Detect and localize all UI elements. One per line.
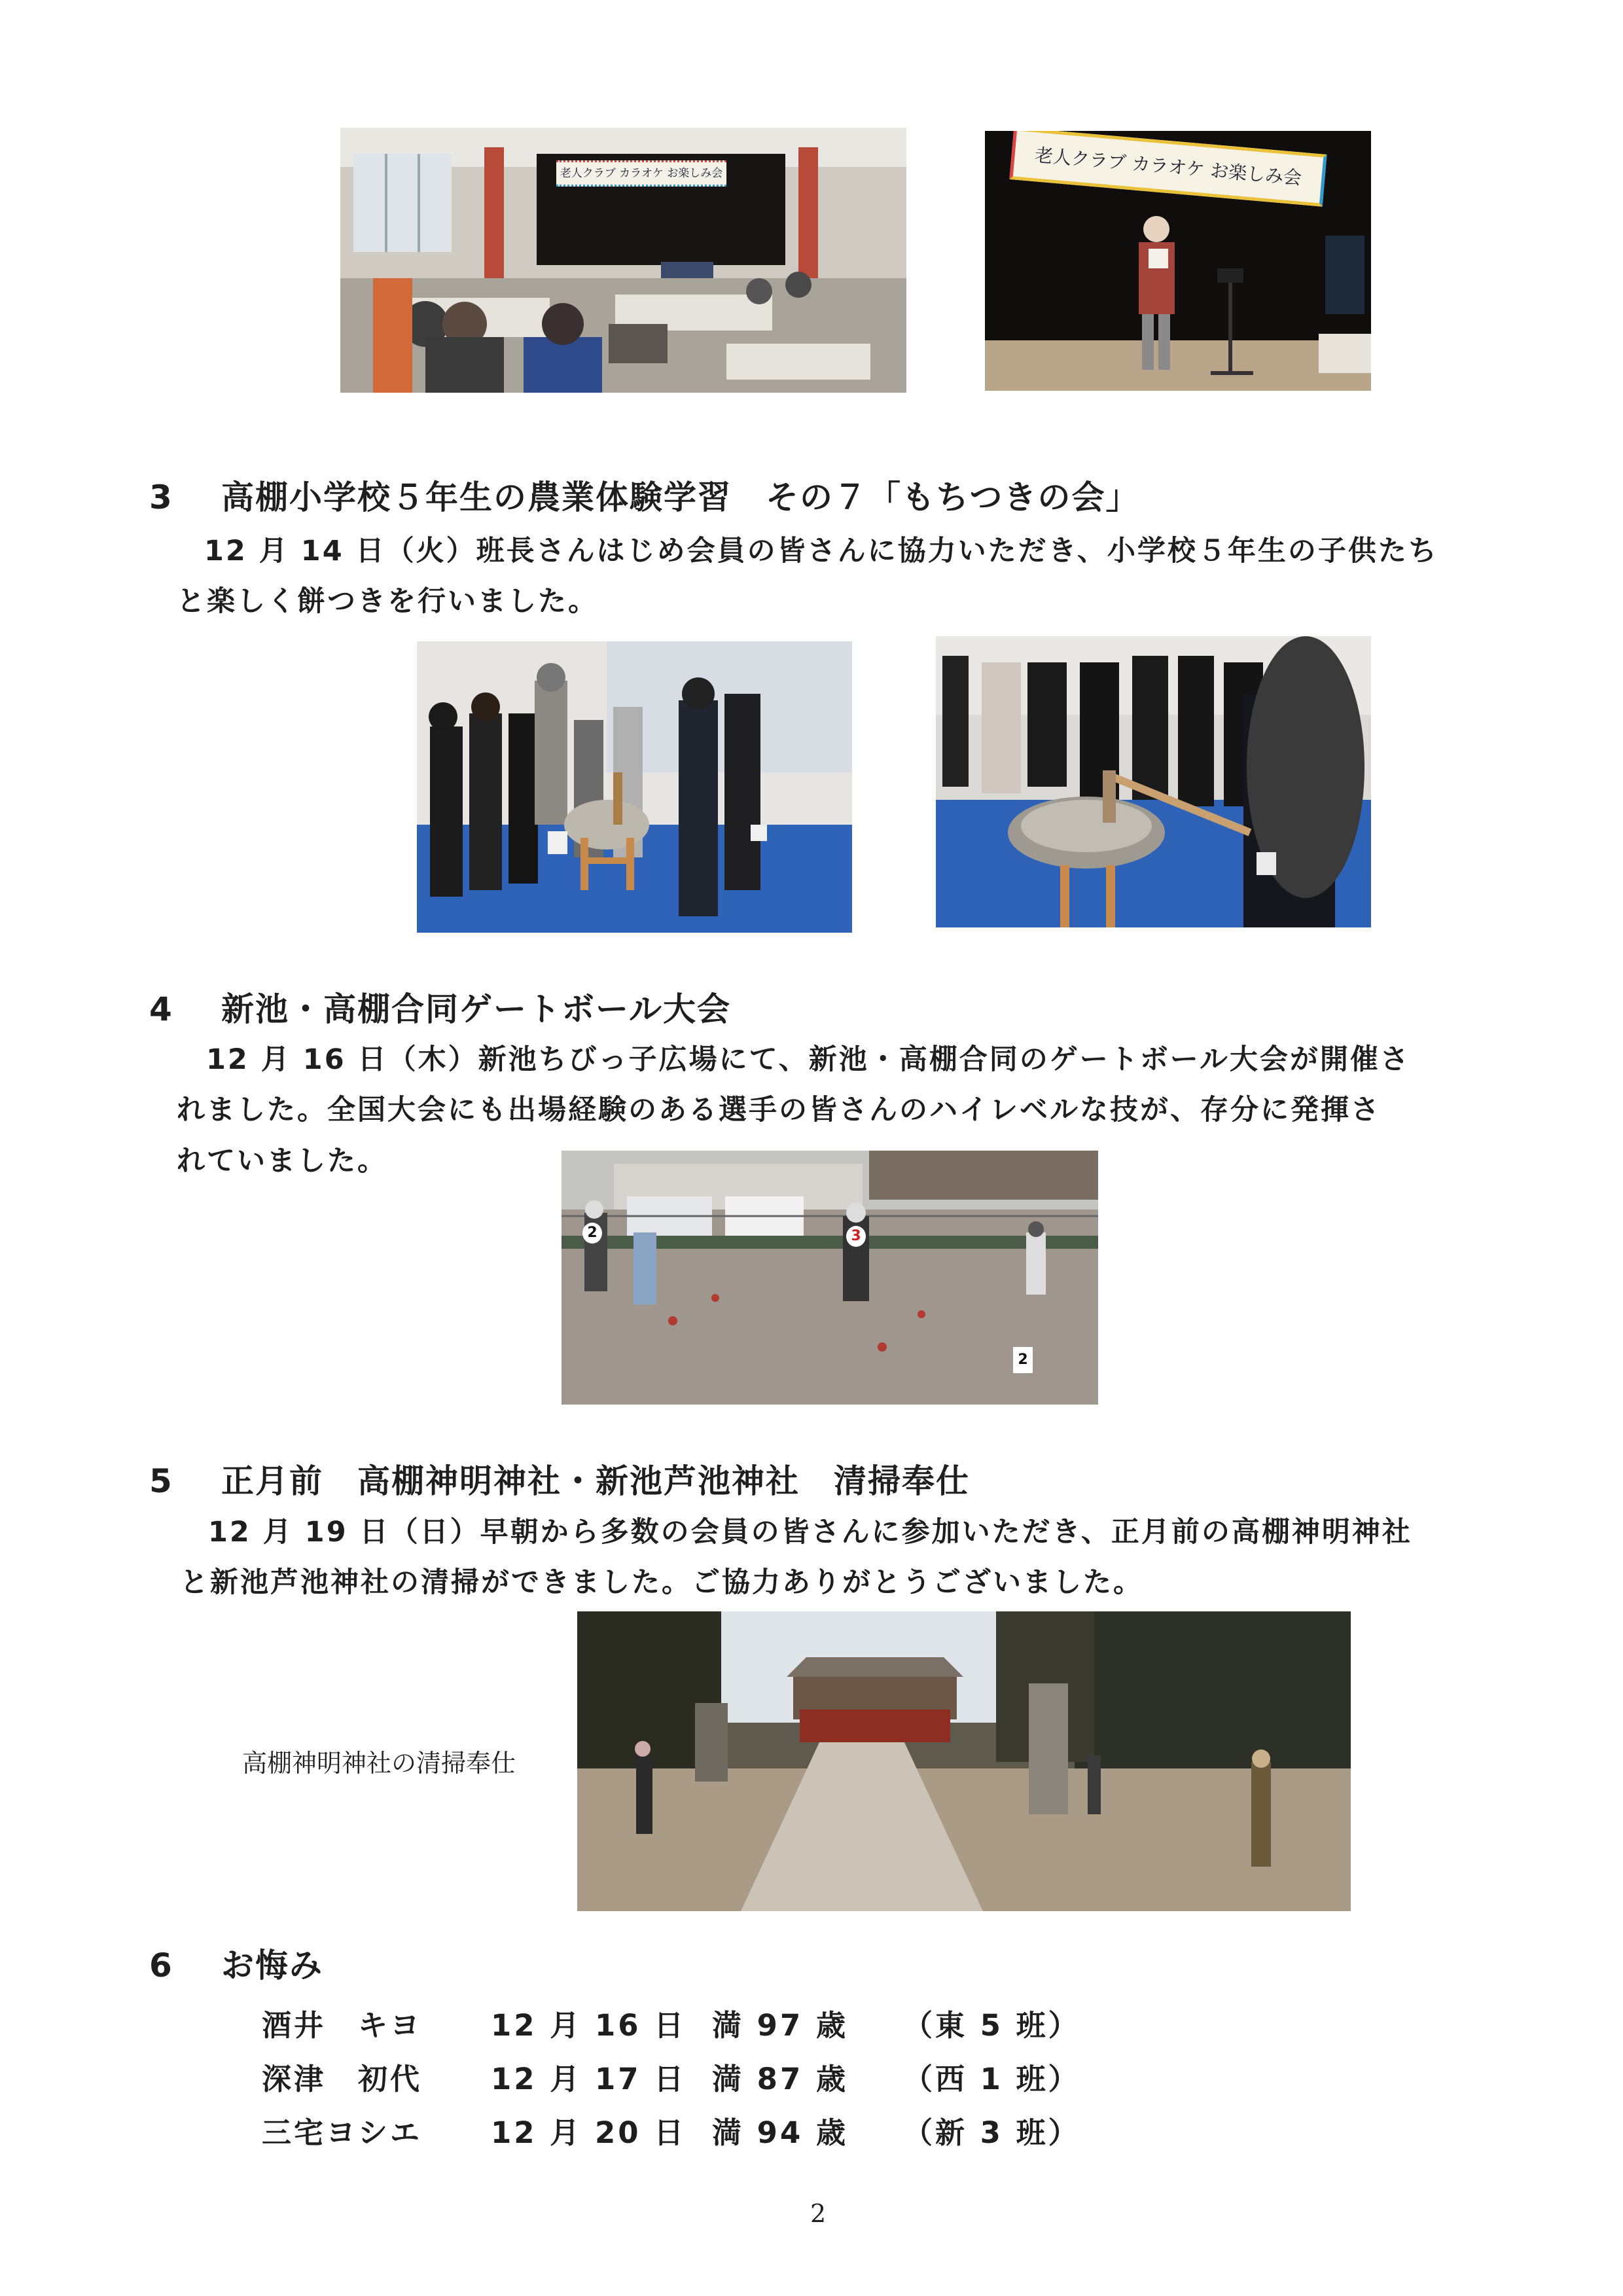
- section-6-heading: [149, 1939, 323, 1986]
- photo-mochitsuki-2: [936, 636, 1371, 927]
- obituary-date: 12 月 16 日: [491, 2008, 687, 2043]
- gateball-bib-2: 2: [582, 1223, 602, 1244]
- obituary-group: （新 3 班）: [903, 2115, 1080, 2150]
- section-4-body-line-2: れました。全国大会にも出場経験のある選手の皆さんのハイレベルな技が、存分に発揮さ: [177, 1094, 1381, 1126]
- photo-shrine-cleaning: [577, 1611, 1351, 1911]
- section-4-body-line-1: 12 月 16 日（木）新池ちびっ子広場にて、新池・高棚合同のゲートボール大会が開催さ: [206, 1043, 1410, 1076]
- page-number: 2: [810, 2199, 827, 2228]
- obituary-group: （東 5 班）: [903, 2008, 1080, 2043]
- photo-karaoke-stage: [985, 131, 1371, 391]
- karaoke-banner-right: 老人クラブ カラオケ お楽しみ会: [1009, 131, 1327, 207]
- gateball-number-marker: 2: [1013, 1347, 1033, 1373]
- photo-gateball: [562, 1151, 1098, 1405]
- section-4-body-line-3: れていました。: [177, 1145, 387, 1177]
- gateball-bib-3: 3: [846, 1226, 866, 1247]
- section-4-heading: [149, 983, 731, 1030]
- section-3-number: 3: [149, 478, 173, 516]
- section-3-body-line-2: と楽しく餅つきを行いました。: [177, 585, 598, 618]
- obituary-row: [0, 2109, 1623, 2148]
- photo-mochitsuki-1: [417, 641, 852, 933]
- obituary-age: 満 87 歳: [712, 2062, 848, 2096]
- section-5-title: 正月前 高棚神明神社・新池芦池神社 清掃奉仕: [221, 1462, 970, 1500]
- photo-karaoke-hall: [340, 128, 906, 393]
- obituary-row: [0, 2001, 1623, 2041]
- obituary-name: 深津 初代: [262, 2062, 423, 2096]
- obituary-row: [0, 2055, 1623, 2094]
- section-6-title: お悔み: [221, 1946, 323, 1984]
- shrine-photo-caption: 高棚神明神社の清掃奉仕: [242, 1749, 516, 1778]
- obituary-age: 満 97 歳: [712, 2008, 848, 2043]
- section-5-body-line-2: と新池芦池神社の清掃ができました。ご協力ありがとうございました。: [180, 1566, 1143, 1599]
- section-5-number: 5: [149, 1462, 173, 1500]
- section-4-number: 4: [149, 990, 173, 1028]
- obituary-date: 12 月 17 日: [491, 2062, 687, 2096]
- obituary-name: 酒井 キヨ: [262, 2008, 423, 2043]
- section-3-body-line-1: 12 月 14 日（火）班長さんはじめ会員の皆さんに協力いただき、小学校５年生の子供たち: [204, 535, 1438, 567]
- obituary-age: 満 94 歳: [712, 2115, 848, 2150]
- obituary-date: 12 月 20 日: [491, 2115, 687, 2150]
- section-3-title: 高棚小学校５年生の農業体験学習 その７「もちつきの会」: [221, 478, 1140, 516]
- section-5-heading: [149, 1455, 970, 1502]
- obituary-name: 三宅ヨシエ: [262, 2115, 423, 2150]
- section-4-title: 新池・高棚合同ゲートボール大会: [221, 990, 731, 1028]
- section-3-heading: [149, 471, 1140, 518]
- obituary-group: （西 1 班）: [903, 2062, 1080, 2096]
- section-6-number: 6: [149, 1946, 173, 1984]
- karaoke-banner-left: 老人クラブ カラオケ お楽しみ会: [556, 160, 726, 187]
- section-5-body-line-1: 12 月 19 日（日）早朝から多数の会員の皆さんに参加いただき、正月前の高棚神明神社: [208, 1516, 1412, 1549]
